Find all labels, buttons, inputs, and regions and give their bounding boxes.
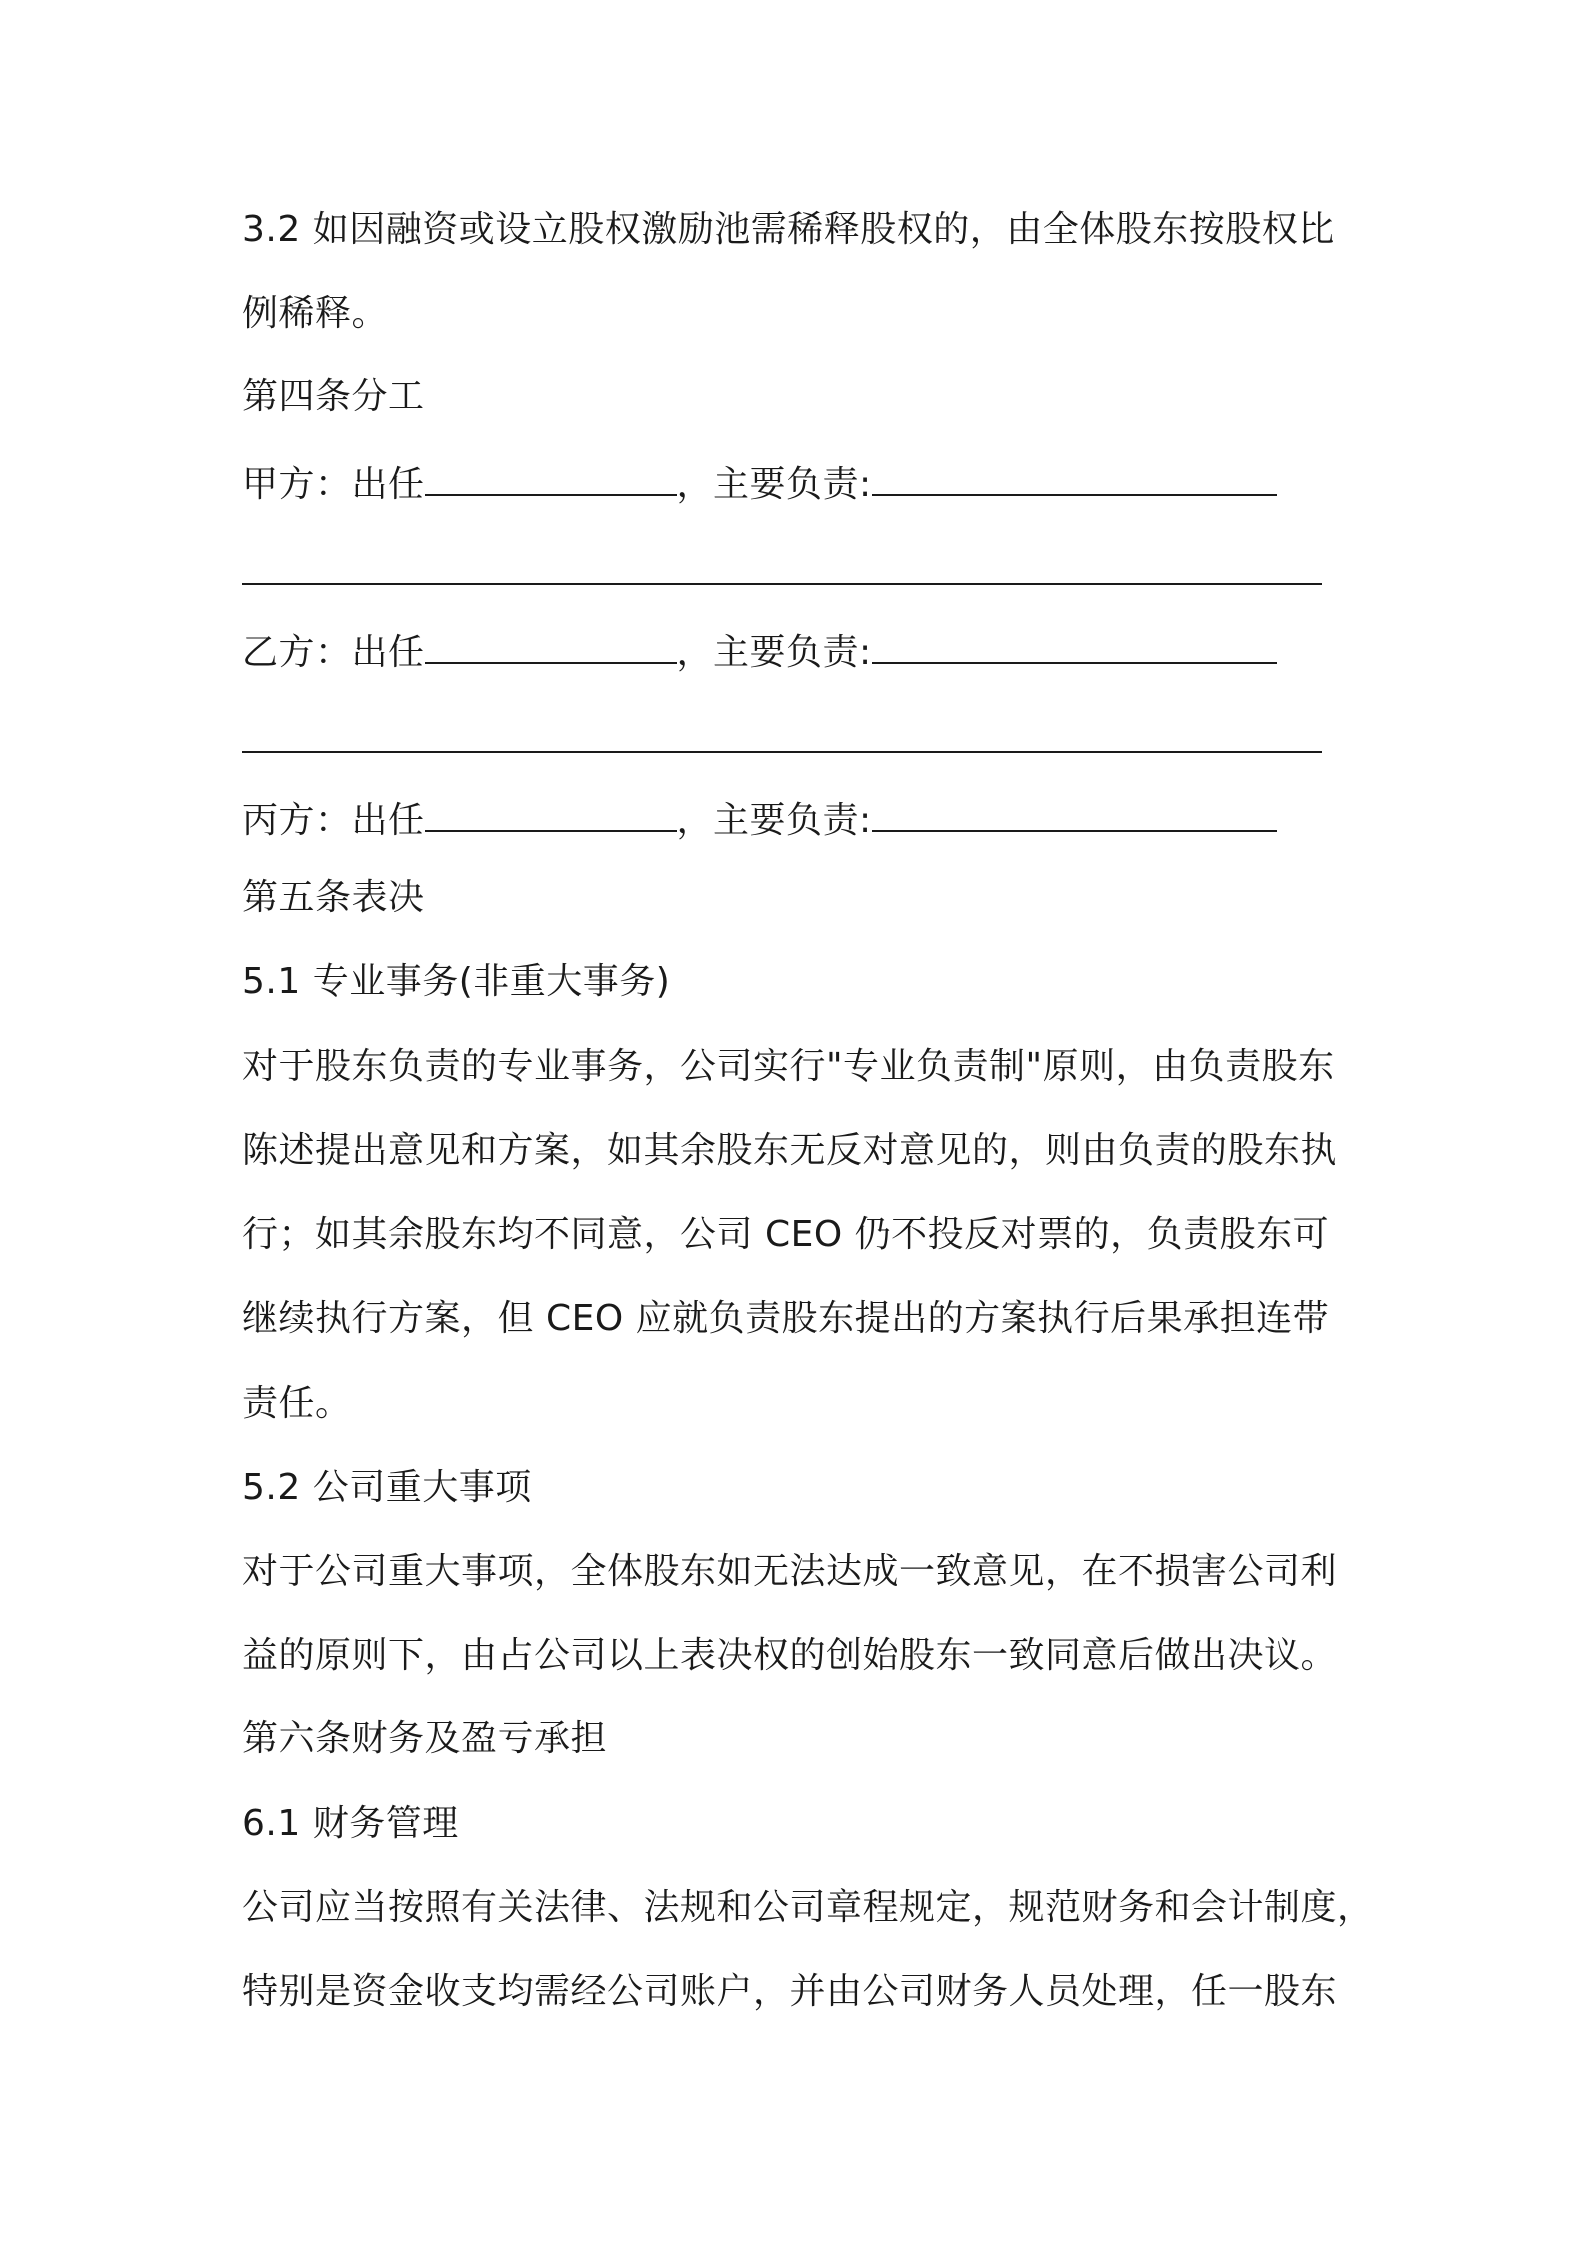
party-c-role-prefix: ：出任	[315, 800, 425, 841]
party-a-duty-blank-line-2[interactable]	[242, 583, 1322, 585]
party-c-row	[242, 799, 1277, 843]
clause-5-2-line-1: 对于公司重大事项，全体股东如无法达成一致意见，在不损害公司利	[242, 1551, 1338, 1592]
party-b-duty-blank-line-2[interactable]	[242, 751, 1322, 753]
article-6-title: 第六条财务及盈亏承担	[242, 1718, 608, 1759]
party-c-duty-label: ，主要负责:	[676, 800, 872, 841]
clause-5-1-line-1: 对于股东负责的专业事务，公司实行"专业负责制"原则，由负责股东	[242, 1046, 1335, 1087]
clause-3-2-line-2: 例稀释。	[242, 293, 389, 334]
party-b-row	[242, 631, 1277, 675]
party-b-duty-label: ，主要负责:	[676, 632, 872, 673]
party-b-name: 乙方	[242, 632, 316, 673]
party-b-role-prefix: ：出任	[315, 632, 425, 673]
clause-3-2-line-1: 3.2 如因融资或设立股权激励池需稀释股权的，由全体股东按股权比	[242, 209, 1335, 250]
party-a-name: 甲方	[242, 464, 316, 505]
party-c-position-blank[interactable]	[425, 800, 677, 832]
party-a-role-prefix: ：出任	[315, 464, 425, 505]
clause-5-1-line-3: 行；如其余股东均不同意，公司 CEO 仍不投反对票的，负责股东可	[242, 1214, 1330, 1255]
clause-6-1-title: 6.1 财务管理	[242, 1803, 459, 1844]
clause-5-2-title: 5.2 公司重大事项	[242, 1467, 532, 1508]
clause-5-1-line-4: 继续执行方案，但 CEO 应就负责股东提出的方案执行后果承担连带	[242, 1298, 1330, 1339]
party-c-name: 丙方	[242, 800, 316, 841]
party-c-duty-blank[interactable]	[872, 800, 1277, 832]
clause-6-1-line-1: 公司应当按照有关法律、法规和公司章程规定，规范财务和会计制度，	[242, 1887, 1374, 1928]
clause-6-1-line-2: 特别是资金收支均需经公司账户，并由公司财务人员处理，任一股东	[242, 1971, 1338, 2012]
party-a-position-blank[interactable]	[425, 464, 677, 496]
party-b-position-blank[interactable]	[425, 632, 677, 664]
party-b-duty-blank[interactable]	[872, 632, 1277, 664]
party-a-row	[242, 463, 1277, 507]
clause-5-1-title: 5.1 专业事务(非重大事务)	[242, 961, 671, 1002]
party-a-duty-blank[interactable]	[872, 464, 1277, 496]
clause-5-1-line-2: 陈述提出意见和方案，如其余股东无反对意见的，则由负责的股东执	[242, 1130, 1338, 1171]
article-4-title: 第四条分工	[242, 376, 425, 417]
article-5-title: 第五条表决	[242, 877, 425, 918]
party-a-duty-label: ，主要负责:	[676, 464, 872, 505]
clause-5-2-line-2: 益的原则下，由占公司以上表决权的创始股东一致同意后做出决议。	[242, 1635, 1338, 1676]
clause-5-1-line-5: 责任。	[242, 1383, 352, 1424]
